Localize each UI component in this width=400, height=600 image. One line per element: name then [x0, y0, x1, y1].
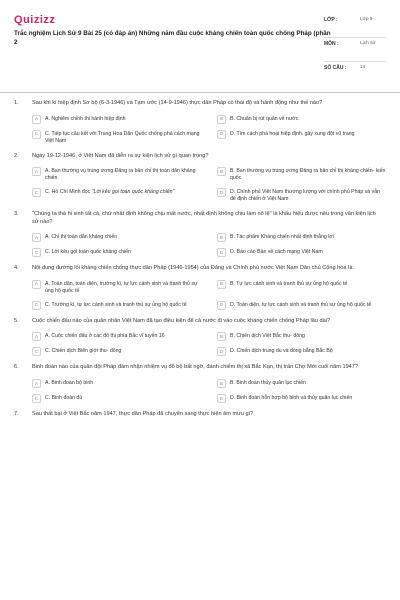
- option-letter-box: A: [32, 379, 41, 388]
- question-number: 3.: [14, 211, 19, 218]
- option-text-main: A. Nghiêm chỉnh thi hành hiệp định: [45, 115, 126, 122]
- option-letter-box: D: [217, 130, 226, 139]
- option-letter-box: B: [217, 332, 226, 341]
- answer-option[interactable]: [217, 188, 386, 203]
- question-number: 7.: [14, 410, 19, 417]
- meta-count: [324, 62, 386, 76]
- answer-option[interactable]: [217, 332, 386, 341]
- answer-options: [32, 167, 386, 203]
- option-text-main: C. Trường kì, tự lực cánh sinh và tranh thủ sự ủng hộ quốc tế: [45, 301, 187, 308]
- logo-text: Quizizz: [14, 13, 56, 26]
- worksheet-title: Trắc nghiệm Lịch Sử 9 Bài 25 (có đáp án) Những năm đầu cuộc kháng chiến toàn quốc chống Pháp (phần 2: [14, 30, 331, 46]
- option-letter-box: D: [217, 394, 226, 403]
- question-number: 6.: [14, 364, 19, 371]
- answer-options: [32, 280, 386, 310]
- option-text: [45, 347, 121, 355]
- answer-option[interactable]: [32, 347, 201, 356]
- option-text-main: C. Chiến dịch Biên giới thu- đông: [45, 348, 122, 355]
- option-text-main: B. Binh đoàn thủy quân lục chiến: [230, 379, 306, 386]
- question-text: Nội dung đường lối kháng chiến chống thực dân Pháp (1946-1954) của Đảng và Chính phủ nước Việt Nam Dân chủ Cộng hòa là:: [32, 265, 354, 272]
- option-letter-box: D: [217, 188, 226, 197]
- answer-option[interactable]: [217, 233, 386, 242]
- option-text-main: A. Binh đoàn bộ binh: [45, 379, 94, 386]
- option-text-main: D. Toàn diện, tự lực cánh sinh và tranh thủ sự ủng hộ quốc tế: [230, 301, 372, 308]
- answer-options: [32, 115, 386, 145]
- option-text-main: B. Chuẩn bị rút quân về nước: [230, 115, 299, 122]
- meta-count-value: 14: [360, 65, 366, 70]
- option-letter-box: C: [32, 347, 41, 356]
- option-text: [230, 301, 371, 309]
- option-letter-box: A: [32, 115, 41, 124]
- question-item: [14, 153, 386, 204]
- question-list: [14, 100, 386, 427]
- option-text-main: D. Chiến dịch trung du và đồng bằng Bắc Bộ: [230, 348, 333, 355]
- worksheet-meta: [324, 14, 386, 76]
- answer-option[interactable]: [32, 248, 201, 257]
- option-letter-box: D: [217, 301, 226, 310]
- meta-subject: [324, 38, 386, 62]
- question-header: [14, 364, 386, 372]
- option-letter-box: B: [217, 280, 226, 289]
- meta-grade: [324, 14, 386, 38]
- question-number: 4.: [14, 265, 19, 272]
- worksheet-header: [0, 0, 400, 84]
- answer-option[interactable]: [217, 394, 386, 403]
- option-text: [45, 280, 201, 295]
- option-text: [45, 248, 131, 256]
- option-letter-box: C: [32, 188, 41, 197]
- question-text: Sau thất bại ở Việt Bắc năm 1947, thực dân Pháp đã chuyển sang thực hiện âm mưu gì?: [32, 410, 254, 417]
- option-text: [230, 233, 334, 241]
- option-letter-box: C: [32, 130, 41, 139]
- question-item: [14, 318, 386, 357]
- answer-option[interactable]: [217, 280, 386, 295]
- question-item: [14, 364, 386, 403]
- header-divider: [0, 92, 400, 93]
- answer-options: [32, 379, 386, 403]
- option-text: [230, 115, 298, 123]
- question-text: Cuộc chiến đấu nào của quân nhân Việt Nam đã tạo điều kiện để cả nước đi vào cuộc kháng chiến chống Pháp lâu dài?: [32, 317, 331, 324]
- question-text: Ngày 19-12-1946, ở Việt Nam đã diễn ra sự kiện lịch sử gì quan trọng?: [32, 152, 209, 159]
- question-header: [14, 153, 386, 161]
- option-text-main: D. Tìm cách phá hoại hiệp định, gây xung đột vũ trang: [230, 130, 355, 137]
- option-text: [230, 130, 354, 138]
- option-text-main: C. Lời kêu gọi toàn quốc kháng chiến: [45, 249, 131, 256]
- option-letter-box: A: [32, 332, 41, 341]
- option-text: [45, 167, 201, 182]
- option-text-quote: "Lời kêu gọi toàn quốc kháng chiến": [91, 189, 175, 196]
- question-item: [14, 411, 386, 419]
- answer-options: [32, 233, 386, 257]
- option-text-main: B. Tác phẩm Kháng chiến nhất định thắng lợi: [230, 234, 334, 241]
- question-text: "Chúng ta thà hi sinh tất cả, chứ nhất định không chịu mất nước, nhất định không chịu làm nô lệ" là khẩu hiệu được nêu trong văn kiện lịch sử nào?: [32, 211, 376, 225]
- option-letter-box: B: [217, 379, 226, 388]
- answer-option[interactable]: [32, 394, 201, 403]
- question-number: 5.: [14, 317, 19, 324]
- option-text: [230, 248, 323, 256]
- answer-option[interactable]: [217, 115, 386, 124]
- option-text: [45, 394, 82, 402]
- option-text: [230, 280, 347, 288]
- answer-option[interactable]: [217, 130, 386, 145]
- option-letter-box: C: [32, 301, 41, 310]
- answer-option[interactable]: [32, 167, 201, 182]
- meta-grade-value: Lớp 9: [360, 17, 373, 22]
- option-text: [230, 394, 352, 402]
- answer-option[interactable]: [32, 130, 201, 145]
- question-header: [14, 411, 386, 419]
- option-text: [45, 301, 187, 309]
- option-letter-box: B: [217, 233, 226, 242]
- option-text-main: D. Báo cáo Bàn về cách mạng Việt Nam: [230, 249, 323, 256]
- option-text: [45, 115, 125, 123]
- question-header: [14, 211, 386, 226]
- option-text: [230, 188, 386, 203]
- question-text: Binh đoàn nào của quân đội Pháp đảm nhận nhiệm vụ đổ bộ bất ngờ, đánh chiếm thị xã Bắc Kạn, thị trấn Chợ Mới cuối năm 1947?: [32, 364, 359, 371]
- question-header: [14, 318, 386, 326]
- option-text-main: B. Chiến dịch Việt Bắc thu- đông: [230, 333, 305, 340]
- answer-option[interactable]: [32, 379, 201, 388]
- option-text: [230, 167, 386, 182]
- option-text-main: C. Hồ Chí Minh đọc: [45, 189, 91, 196]
- option-text-main: B. Tự lực cánh sinh và tranh thủ sự ủng hộ quốc tế: [230, 280, 348, 287]
- option-text-main: D. Binh đoàn hỗn hợp bộ binh và thủy quân lục chiến: [230, 394, 353, 401]
- option-letter-box: C: [32, 248, 41, 257]
- option-text-main: A. Cuộc chiến đấu ở các đô thị phía Bắc vĩ tuyến 16: [45, 333, 165, 340]
- answer-option[interactable]: [217, 347, 386, 356]
- option-text: [45, 130, 201, 145]
- question-item: [14, 100, 386, 145]
- option-text-main: A. Ban thường vụ trung ương Đảng ra bản chỉ thị toàn dân kháng chiến: [45, 168, 196, 182]
- option-letter-box: A: [32, 167, 41, 176]
- option-text: [230, 332, 305, 340]
- option-letter-box: A: [32, 280, 41, 289]
- option-text: [45, 233, 117, 241]
- question-header: [14, 100, 386, 108]
- option-text-main: A. Toàn dân, toàn diện, trường kì, tự lực cánh sinh và tranh thủ sự ủng hộ quốc tế: [45, 280, 198, 294]
- answer-options: [32, 332, 386, 356]
- question-text: Sau khi kí hiệp định Sơ bộ (6-3-1946) và Tạm ước (14-9-1946) thực dân Pháp có thái độ và hành động như thế nào?: [32, 100, 323, 106]
- meta-subject-value: Lịch sử: [360, 41, 376, 46]
- option-text-main: B. Ban thường vụ trung ương Đảng ra bản chỉ thị kháng chiến- kiến quốc: [230, 168, 386, 182]
- answer-option[interactable]: [217, 248, 386, 257]
- answer-option[interactable]: [217, 167, 386, 182]
- answer-option[interactable]: [32, 332, 201, 341]
- option-letter-box: B: [217, 115, 226, 124]
- question-number: 1.: [14, 100, 19, 106]
- answer-option[interactable]: [32, 280, 201, 295]
- option-text: [45, 332, 165, 340]
- option-text: [45, 379, 93, 387]
- answer-option[interactable]: [217, 379, 386, 388]
- question-item: [14, 211, 386, 257]
- question-header: [14, 265, 386, 273]
- answer-option[interactable]: [32, 233, 201, 242]
- meta-subject-label: MÔN :: [324, 41, 339, 47]
- answer-option[interactable]: [32, 115, 201, 124]
- option-text: [45, 188, 174, 196]
- option-letter-box: D: [217, 347, 226, 356]
- question-number: 2.: [14, 152, 19, 159]
- answer-option[interactable]: [217, 301, 386, 310]
- option-text: [230, 347, 333, 355]
- option-letter-box: B: [217, 167, 226, 176]
- option-text-main: D. Chính phủ Việt Nam thương lượng với chính phủ Pháp và vẫn để định chiến ở Việt Nam: [230, 189, 380, 203]
- meta-count-label: SỐ CÂU :: [324, 65, 347, 71]
- option-text-main: A. Chỉ thị toàn dân kháng chiến: [45, 234, 118, 241]
- meta-grade-label: LỚP :: [324, 17, 338, 23]
- answer-option[interactable]: [32, 301, 201, 310]
- option-letter-box: C: [32, 394, 41, 403]
- option-letter-box: D: [217, 248, 226, 257]
- option-text-main: C. Tiếp tục câu kết với Trung Hoa Dân Quốc chống phá cách mạng Việt Nam: [45, 130, 200, 144]
- option-letter-box: A: [32, 233, 41, 242]
- question-item: [14, 265, 386, 310]
- option-text-main: C. Binh đoàn dù: [45, 394, 83, 401]
- answer-option[interactable]: [32, 188, 201, 203]
- option-text: [230, 379, 306, 387]
